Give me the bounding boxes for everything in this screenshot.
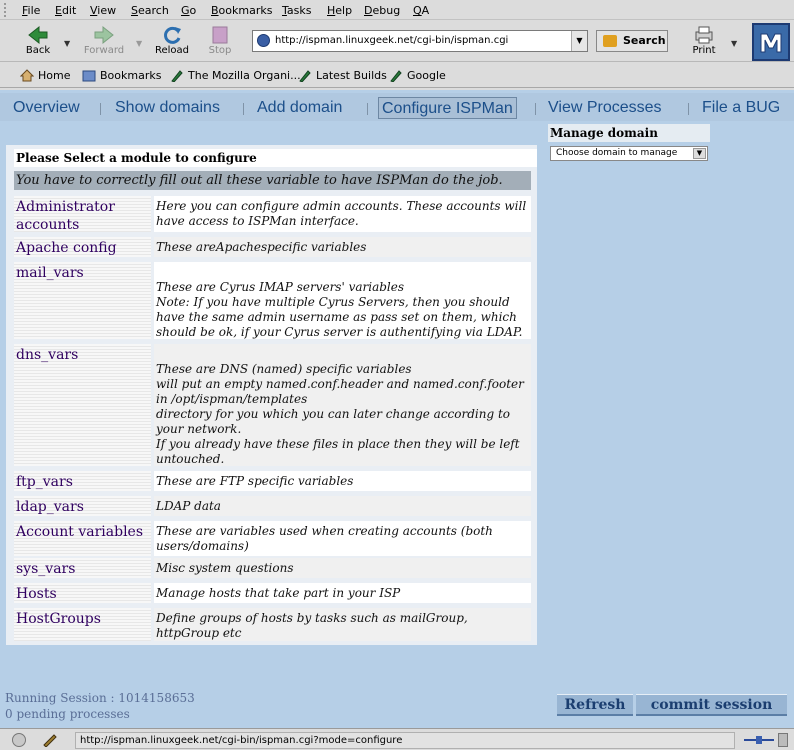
stop-button[interactable]: [196, 23, 244, 61]
bookmark-link-icon: [170, 69, 184, 82]
menu-go[interactable]: Go: [181, 4, 197, 17]
print-button[interactable]: [680, 23, 728, 61]
url-text: http://ispman.linuxgeek.net/cgi-bin/ispman.cgi: [275, 35, 509, 46]
manage-domain-select-value: Choose domain to manage: [556, 148, 678, 158]
menu-view[interactable]: View: [90, 4, 117, 17]
bookmark-link-icon: [389, 69, 403, 82]
module-description: These are FTP specific variables: [154, 471, 531, 491]
stop-label: Stop: [208, 45, 232, 56]
menu-search[interactable]: Search: [131, 4, 169, 17]
back-button[interactable]: [14, 23, 62, 61]
module-link-hosts[interactable]: Hosts: [16, 586, 57, 602]
menu-qa[interactable]: QA: [413, 4, 430, 17]
module-description: These are DNS (named) specific variables will put an empty named.conf.header and named.conf.footer in /opt/ispman/templates directory for you which you can later change according to your network. If you already have these files in place then they will be left untouched.: [154, 344, 531, 466]
print-dropdown-icon[interactable]: ▼: [731, 39, 738, 48]
url-bar[interactable]: [252, 30, 588, 52]
menu-bar: [0, 0, 794, 20]
page-content: [0, 90, 794, 728]
panel-notice: You have to correctly fill out all these variable to have ISPMan do the job.: [14, 171, 531, 190]
tab-separator: [243, 103, 244, 115]
search-button[interactable]: [596, 30, 668, 52]
menu-file[interactable]: File: [22, 4, 41, 17]
tab-show-domains[interactable]: Show domains: [115, 99, 220, 116]
printer-icon: [693, 25, 715, 45]
reload-label: Reload: [154, 45, 190, 56]
bookmark-home-label: Home: [38, 69, 71, 82]
lock-icon[interactable]: [778, 733, 788, 747]
menu-debug[interactable]: Debug: [364, 4, 401, 17]
composer-pen-icon[interactable]: [42, 733, 58, 747]
bookmark-link-icon: [298, 69, 312, 82]
module-link-sys-vars[interactable]: sys_vars: [16, 561, 76, 577]
tab-separator: [100, 103, 101, 115]
config-row: [14, 496, 537, 516]
bookmark-mozilla-org[interactable]: [170, 69, 301, 82]
module-description: LDAP data: [154, 496, 531, 516]
module-description: Misc system questions: [154, 558, 531, 578]
module-link-hostgroups[interactable]: HostGroups: [16, 611, 101, 627]
ispman-tabs: [0, 93, 794, 121]
throbber-logo-icon[interactable]: [752, 23, 790, 61]
module-description: Define groups of hosts by tasks such as mailGroup, httpGroup etc: [154, 608, 531, 641]
print-label: Print: [692, 45, 716, 56]
tab-separator: [688, 103, 689, 115]
module-link-mail-vars[interactable]: mail_vars: [16, 265, 84, 281]
menu-edit[interactable]: Edit: [55, 4, 77, 17]
config-row: [14, 262, 537, 339]
tab-separator: [535, 103, 536, 115]
reload-icon: [161, 25, 183, 45]
module-link-administrator-accounts[interactable]: Administrator accounts: [16, 199, 115, 233]
tab-file-a-bug[interactable]: File a BUG: [702, 99, 781, 116]
config-row: [14, 237, 537, 257]
config-row: [14, 196, 537, 232]
configure-panel: [6, 145, 537, 645]
refresh-button[interactable]: Refresh: [557, 694, 633, 716]
pending-processes-text: 0 pending processes: [5, 707, 130, 721]
bookmark-latest-builds[interactable]: [298, 69, 387, 82]
reload-button[interactable]: [148, 23, 196, 61]
home-icon: [20, 69, 34, 82]
module-description: These areApachespecific variables: [154, 237, 531, 257]
bookmark-google-label: Google: [407, 69, 446, 82]
back-label: Back: [25, 45, 51, 56]
bookmarks-folder-icon: [82, 69, 96, 82]
tab-overview[interactable]: Overview: [13, 99, 80, 116]
commit-session-button[interactable]: commit session: [636, 694, 787, 716]
module-description: These are Cyrus IMAP servers' variables Note: If you have multiple Cyrus Servers, then you should have the same admin username as pass set on them, which should be ok, if your Cyrus server is authentifying via LDAP.: [154, 262, 531, 339]
online-plug-icon[interactable]: [744, 735, 774, 745]
forward-button[interactable]: [80, 23, 128, 61]
menu-bookmarks[interactable]: Bookmarks: [211, 4, 273, 17]
mozilla-logo-icon: [754, 25, 788, 59]
manage-domain-title: Manage domain: [548, 124, 710, 142]
back-dropdown-icon[interactable]: ▼: [64, 39, 71, 48]
menu-help[interactable]: Help: [327, 4, 353, 17]
browser-chrome: [0, 0, 794, 90]
search-button-label: Search: [623, 34, 666, 47]
module-link-ldap-vars[interactable]: ldap_vars: [16, 499, 84, 515]
site-favicon-icon: [257, 34, 270, 47]
bookmark-google[interactable]: [389, 69, 446, 82]
config-row: [14, 521, 537, 556]
config-row: [14, 608, 537, 641]
config-row: [14, 471, 537, 491]
tab-separator: [367, 103, 368, 115]
status-bar: [0, 728, 794, 750]
config-row: [14, 583, 537, 603]
bookmark-latest-builds-label: Latest Builds: [316, 69, 387, 82]
stop-icon: [209, 25, 231, 45]
bookmark-bookmarks[interactable]: [82, 69, 161, 82]
module-description: Here you can configure admin accounts. These accounts will have access to ISPMan interface.: [154, 196, 531, 232]
tab-view-processes[interactable]: View Processes: [548, 99, 662, 116]
status-url: http://ispman.linuxgeek.net/cgi-bin/ispman.cgi?mode=configure: [75, 732, 735, 749]
manage-domain-select[interactable]: [550, 146, 708, 161]
menubar-grip-icon: [4, 3, 12, 17]
search-icon: [603, 35, 617, 47]
bookmark-mozilla-org-label: The Mozilla Organi...: [188, 69, 301, 82]
running-session-text: Running Session : 1014158653: [5, 691, 195, 705]
tab-configure-ispman[interactable]: Configure ISPMan: [378, 97, 517, 119]
module-link-apache-config[interactable]: Apache config: [16, 240, 117, 256]
url-dropdown-icon[interactable]: ▼: [571, 31, 587, 51]
config-row: [14, 558, 537, 578]
bookmark-home[interactable]: [20, 69, 70, 82]
back-arrow-icon: [27, 25, 49, 45]
tab-add-domain[interactable]: Add domain: [257, 99, 343, 116]
module-link-ftp-vars[interactable]: ftp_vars: [16, 474, 73, 490]
forward-dropdown-icon[interactable]: ▼: [136, 39, 143, 48]
module-link-dns-vars[interactable]: dns_vars: [16, 347, 79, 363]
bookmark-bookmarks-label: Bookmarks: [100, 69, 162, 82]
forward-arrow-icon: [93, 25, 115, 45]
security-icon[interactable]: [12, 733, 26, 747]
chevron-down-icon[interactable]: ▼: [693, 148, 706, 159]
panel-title: Please Select a module to configure: [14, 149, 537, 167]
forward-label: Forward: [83, 45, 125, 56]
config-row: [14, 344, 537, 466]
module-link-account-variables[interactable]: Account variables: [16, 524, 144, 540]
module-description: Manage hosts that take part in your ISP: [154, 583, 531, 603]
module-description: These are variables used when creating accounts (both users/domains): [154, 521, 531, 556]
bookmarks-toolbar: [0, 63, 794, 88]
session-info: [5, 690, 195, 722]
menu-tasks[interactable]: Tasks: [282, 4, 312, 17]
